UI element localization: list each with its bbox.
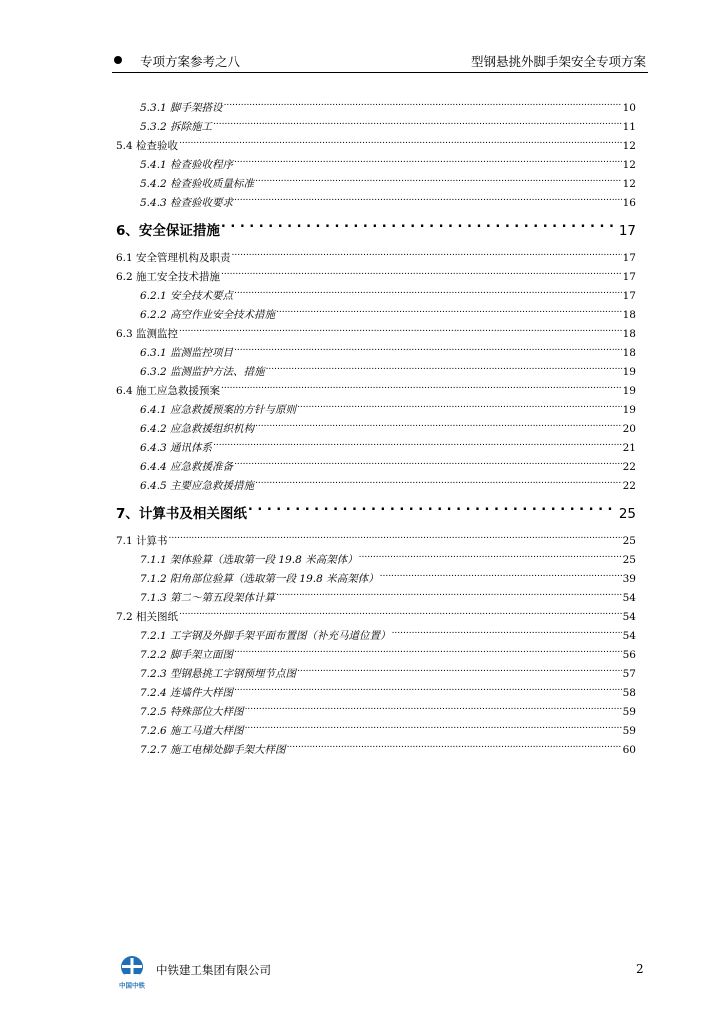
toc-leader-dots [255, 171, 622, 187]
toc-entry-label: 6.4 施工应急救援预案 [116, 385, 221, 397]
toc-entry-label: 6.1 安全管理机构及职责 [116, 252, 231, 264]
toc-leader-dots [234, 642, 622, 658]
toc-leader-dots [255, 416, 622, 432]
toc-entry[interactable] [140, 397, 636, 416]
logo-text: 中国中铁 [119, 981, 145, 990]
toc-entry[interactable] [116, 264, 636, 283]
toc-leader-dots [297, 661, 622, 677]
toc-entry-page: 59 [622, 725, 636, 737]
toc-entry[interactable] [116, 321, 636, 340]
toc-entry[interactable] [140, 473, 636, 492]
toc-entry-label: 7.2.3 型钢悬挑工字钢预埋节点图 [140, 668, 297, 680]
toc-leader-dots [234, 454, 622, 470]
toc-leader-dots [234, 283, 622, 299]
toc-entry-page: 17 [622, 271, 636, 283]
toc-leader-dots [234, 190, 622, 206]
toc-entry-page: 60 [622, 744, 636, 756]
toc-entry-page: 22 [622, 461, 636, 473]
toc-entry-label: 7.2.2 脚手架立面图 [140, 649, 234, 661]
toc-entry-page: 22 [622, 480, 636, 492]
toc-entry[interactable] [116, 213, 636, 239]
toc-entry[interactable] [140, 435, 636, 454]
toc-entry-page: 16 [622, 197, 636, 209]
toc-entry-page: 54 [622, 592, 636, 604]
toc-entry-label: 7.1 计算书 [116, 535, 168, 547]
toc-entry-label: 5.4.1 检查验收程序 [140, 159, 234, 171]
toc-entry-page: 11 [622, 121, 636, 133]
company-logo-icon [116, 954, 148, 990]
toc-entry-page: 25 [622, 535, 636, 547]
toc-entry[interactable] [140, 359, 636, 378]
toc-entry-page: 17 [618, 223, 636, 239]
toc-entry-label: 6.2 施工安全技术措施 [116, 271, 221, 283]
toc-entry-page: 59 [622, 706, 636, 718]
toc-entry[interactable] [140, 190, 636, 209]
toc-entry-page: 18 [622, 328, 636, 340]
toc-entry-label: 7.2.7 施工电梯处脚手架大样图 [140, 744, 286, 756]
toc-leader-dots [287, 737, 622, 753]
toc-entry-label: 7.1.1 架体验算（选取第一段 19.8 米高架体） [140, 554, 358, 566]
toc-entry[interactable] [140, 585, 636, 604]
toc-leader-dots [224, 95, 622, 111]
toc-entry-page: 58 [622, 687, 636, 699]
toc-entry-page: 57 [622, 668, 636, 680]
footer-page-number: 2 [636, 962, 644, 976]
toc-entry[interactable] [140, 566, 636, 585]
toc-entry-label: 7、计算书及相关图纸 [116, 506, 247, 522]
toc-entry[interactable] [140, 152, 636, 171]
toc-entry-page: 25 [622, 554, 636, 566]
toc-leader-dots [221, 378, 622, 394]
toc-entry-label: 6.3 监测监控 [116, 328, 179, 340]
toc-leader-dots [359, 547, 622, 563]
toc-leader-dots [169, 528, 622, 544]
toc-entry[interactable] [140, 283, 636, 302]
toc-entry-label: 5.3.1 脚手架搭设 [140, 102, 223, 114]
toc-entry[interactable] [116, 133, 636, 152]
toc-entry[interactable] [116, 604, 636, 623]
toc-entry-label: 5.4.2 检查验收质量标准 [140, 178, 255, 190]
toc-entry[interactable] [140, 454, 636, 473]
footer-company-name: 中铁建工集团有限公司 [156, 963, 271, 977]
toc-leader-dots [234, 152, 622, 168]
toc-entry[interactable] [140, 699, 636, 718]
toc-entry[interactable] [140, 171, 636, 190]
toc-entry-label: 6.2.2 高空作业安全技术措施 [140, 309, 276, 321]
toc-entry-label: 6.4.1 应急救援预案的方针与原则 [140, 404, 297, 416]
toc-entry-label: 6.2.1 安全技术要点 [140, 290, 234, 302]
toc-entry-page: 17 [622, 290, 636, 302]
toc-entry-label: 5.3.2 拆除施工 [140, 121, 213, 133]
toc-leader-dots [380, 566, 622, 582]
toc-entry[interactable] [116, 378, 636, 397]
toc-leader-dots [392, 623, 622, 639]
toc-entry[interactable] [116, 496, 636, 522]
toc-entry[interactable] [140, 114, 636, 133]
toc-entry-label: 6.3.1 监测监控项目 [140, 347, 234, 359]
toc-entry[interactable] [140, 302, 636, 321]
toc-entry-page: 21 [622, 442, 636, 454]
toc-leader-dots [179, 133, 622, 149]
toc-entry-label: 6.4.2 应急救援组织机构 [140, 423, 255, 435]
toc-leader-dots [248, 496, 618, 518]
toc-entry-label: 7.2.4 连墙件大样图 [140, 687, 234, 699]
toc-entry-page: 54 [622, 630, 636, 642]
toc-entry-label: 6.4.4 应急救援准备 [140, 461, 234, 473]
header-left-title: 专项方案参考之八 [140, 54, 241, 69]
toc-entry-page: 18 [622, 347, 636, 359]
toc-entry-label: 6.4.3 通讯体系 [140, 442, 213, 454]
toc-leader-dots [245, 699, 622, 715]
toc-entry-label: 7.2.1 工字钢及外脚手架平面布置图（补充马道位置） [140, 630, 391, 642]
toc-leader-dots [255, 473, 622, 489]
toc-entry-page: 54 [622, 611, 636, 623]
header-right-title: 型钢悬挑外脚手架安全专项方案 [470, 54, 646, 69]
toc-leader-dots [213, 435, 622, 451]
toc-leader-dots [221, 213, 618, 235]
toc-entry[interactable] [140, 661, 636, 680]
toc-entry-page: 12 [622, 159, 636, 171]
toc-leader-dots [297, 397, 622, 413]
toc-entry-page: 19 [622, 366, 636, 378]
toc-entry-page: 12 [622, 178, 636, 190]
toc-entry[interactable] [116, 245, 636, 264]
toc-entry-label: 5.4 检查验收 [116, 140, 179, 152]
toc-entry[interactable] [140, 416, 636, 435]
toc-entry-page: 18 [622, 309, 636, 321]
toc-entry[interactable] [140, 547, 636, 566]
toc-entry[interactable] [116, 528, 636, 547]
toc-leader-dots [232, 245, 622, 261]
toc-entry-page: 10 [622, 102, 636, 114]
toc-entry-label: 6.3.2 监测监护方法、措施 [140, 366, 265, 378]
toc-leader-dots [276, 585, 622, 601]
toc-leader-dots [179, 321, 622, 337]
toc-entry-label: 5.4.3 检查验收要求 [140, 197, 234, 209]
toc-entry[interactable] [140, 340, 636, 359]
toc-entry-label: 7.1.3 第二～第五段架体计算 [140, 592, 276, 604]
toc-entry[interactable] [140, 718, 636, 737]
toc-leader-dots [213, 114, 622, 130]
toc-entry[interactable] [140, 623, 636, 642]
toc-entry[interactable] [140, 95, 636, 114]
toc-entry[interactable] [140, 680, 636, 699]
toc-entry[interactable] [140, 642, 636, 661]
toc-entry-page: 19 [622, 385, 636, 397]
toc-entry-page: 56 [622, 649, 636, 661]
toc-entry-label: 6.4.5 主要应急救援措施 [140, 480, 255, 492]
page-header [112, 52, 648, 73]
toc-entry-page: 17 [622, 252, 636, 264]
toc-entry[interactable] [140, 737, 636, 756]
toc-entry-label: 6、安全保证措施 [116, 223, 220, 239]
toc-leader-dots [245, 718, 622, 734]
toc-leader-dots [179, 604, 622, 620]
toc-leader-dots [221, 264, 622, 280]
toc-entry-page: 12 [622, 140, 636, 152]
toc-entry-label: 7.2.5 特殊部位大样图 [140, 706, 244, 718]
toc-entry-page: 20 [622, 423, 636, 435]
toc-entry-label: 7.2 相关图纸 [116, 611, 179, 623]
bullet-icon [114, 56, 122, 64]
toc-leader-dots [234, 340, 622, 356]
toc-entry-label: 7.1.2 阳角部位验算（选取第一段 19.8 米高架体） [140, 573, 379, 585]
toc-entry-page: 25 [618, 506, 636, 522]
toc-leader-dots [234, 680, 622, 696]
toc-entry-page: 19 [622, 404, 636, 416]
toc-leader-dots [276, 302, 622, 318]
toc-leader-dots [266, 359, 622, 375]
toc-entry-label: 7.2.6 施工马道大样图 [140, 725, 244, 737]
toc-entry-page: 39 [622, 573, 636, 585]
